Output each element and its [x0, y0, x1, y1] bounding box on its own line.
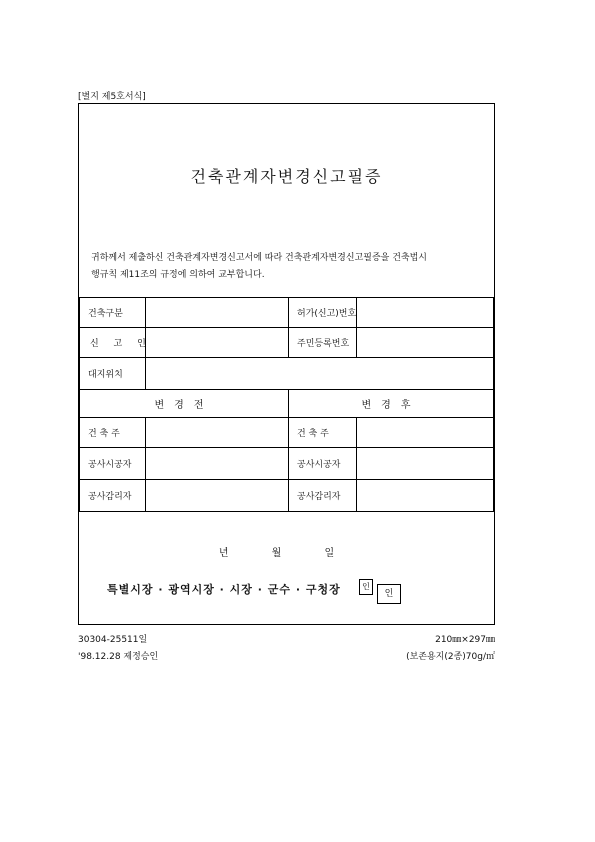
value-site-location[interactable] [146, 358, 494, 390]
intro-text [91, 250, 488, 284]
row-owner [80, 418, 494, 448]
label-owner-after: 건 축 주 [289, 418, 357, 448]
row-site-location [80, 358, 494, 390]
value-permit-number[interactable] [357, 298, 494, 328]
value-owner-after[interactable] [357, 418, 494, 448]
value-reporter[interactable] [146, 328, 289, 358]
row-supervisor [80, 480, 494, 512]
value-contractor-after[interactable] [357, 448, 494, 480]
value-supervisor-before[interactable] [146, 480, 289, 512]
row-reporter [80, 328, 494, 358]
label-reporter: 신 고 인 [80, 328, 146, 358]
label-permit-number: 허가(신고)번호 [289, 298, 357, 328]
value-supervisor-after[interactable] [357, 480, 494, 512]
label-resident-number: 주민등록번호 [289, 328, 357, 358]
label-building-type: 건축구분 [80, 298, 146, 328]
form-code: 30304-25511일 [78, 635, 148, 645]
issuer-title: 특별시장 · 광역시장 · 시장 · 군수 · 구청장 [107, 583, 341, 596]
header-after: 변경후 [289, 390, 494, 418]
certificate-table [79, 297, 494, 512]
paper-size: 210㎜×297㎜ [435, 635, 495, 645]
value-owner-before[interactable] [146, 418, 289, 448]
value-building-type[interactable] [146, 298, 289, 328]
label-supervisor-before: 공사감리자 [80, 480, 146, 512]
header-before: 변경전 [80, 390, 289, 418]
value-contractor-before[interactable] [146, 448, 289, 480]
seal-large: 인 [377, 584, 401, 604]
document-title: 건축관계자변경신고필증 [190, 167, 383, 186]
row-building-type [80, 298, 494, 328]
seal-small: 인 [359, 579, 373, 595]
intro-line-2: 행규칙 제11조의 규정에 의하여 교부합니다. [91, 270, 265, 280]
paper-spec: (보존용지(2종)70g/㎡ [406, 652, 495, 662]
row-change-headers [80, 390, 494, 418]
certificate-box [78, 103, 495, 625]
issue-date: 년 월 일 [218, 548, 355, 559]
label-owner-before: 건 축 주 [80, 418, 146, 448]
label-supervisor-after: 공사감리자 [289, 480, 357, 512]
label-contractor-before: 공사시공자 [80, 448, 146, 480]
label-contractor-after: 공사시공자 [289, 448, 357, 480]
intro-line-1: 귀하께서 제출하신 건축관계자변경신고서에 따라 건축관계자변경신고필증을 건축법시 [91, 253, 427, 263]
approval-date: '98.12.28 제정승인 [78, 652, 159, 662]
form-label: [별지 제5호서식] [78, 92, 146, 102]
label-site-location: 대지위치 [80, 358, 146, 390]
row-contractor [80, 448, 494, 480]
value-resident-number[interactable] [357, 328, 494, 358]
